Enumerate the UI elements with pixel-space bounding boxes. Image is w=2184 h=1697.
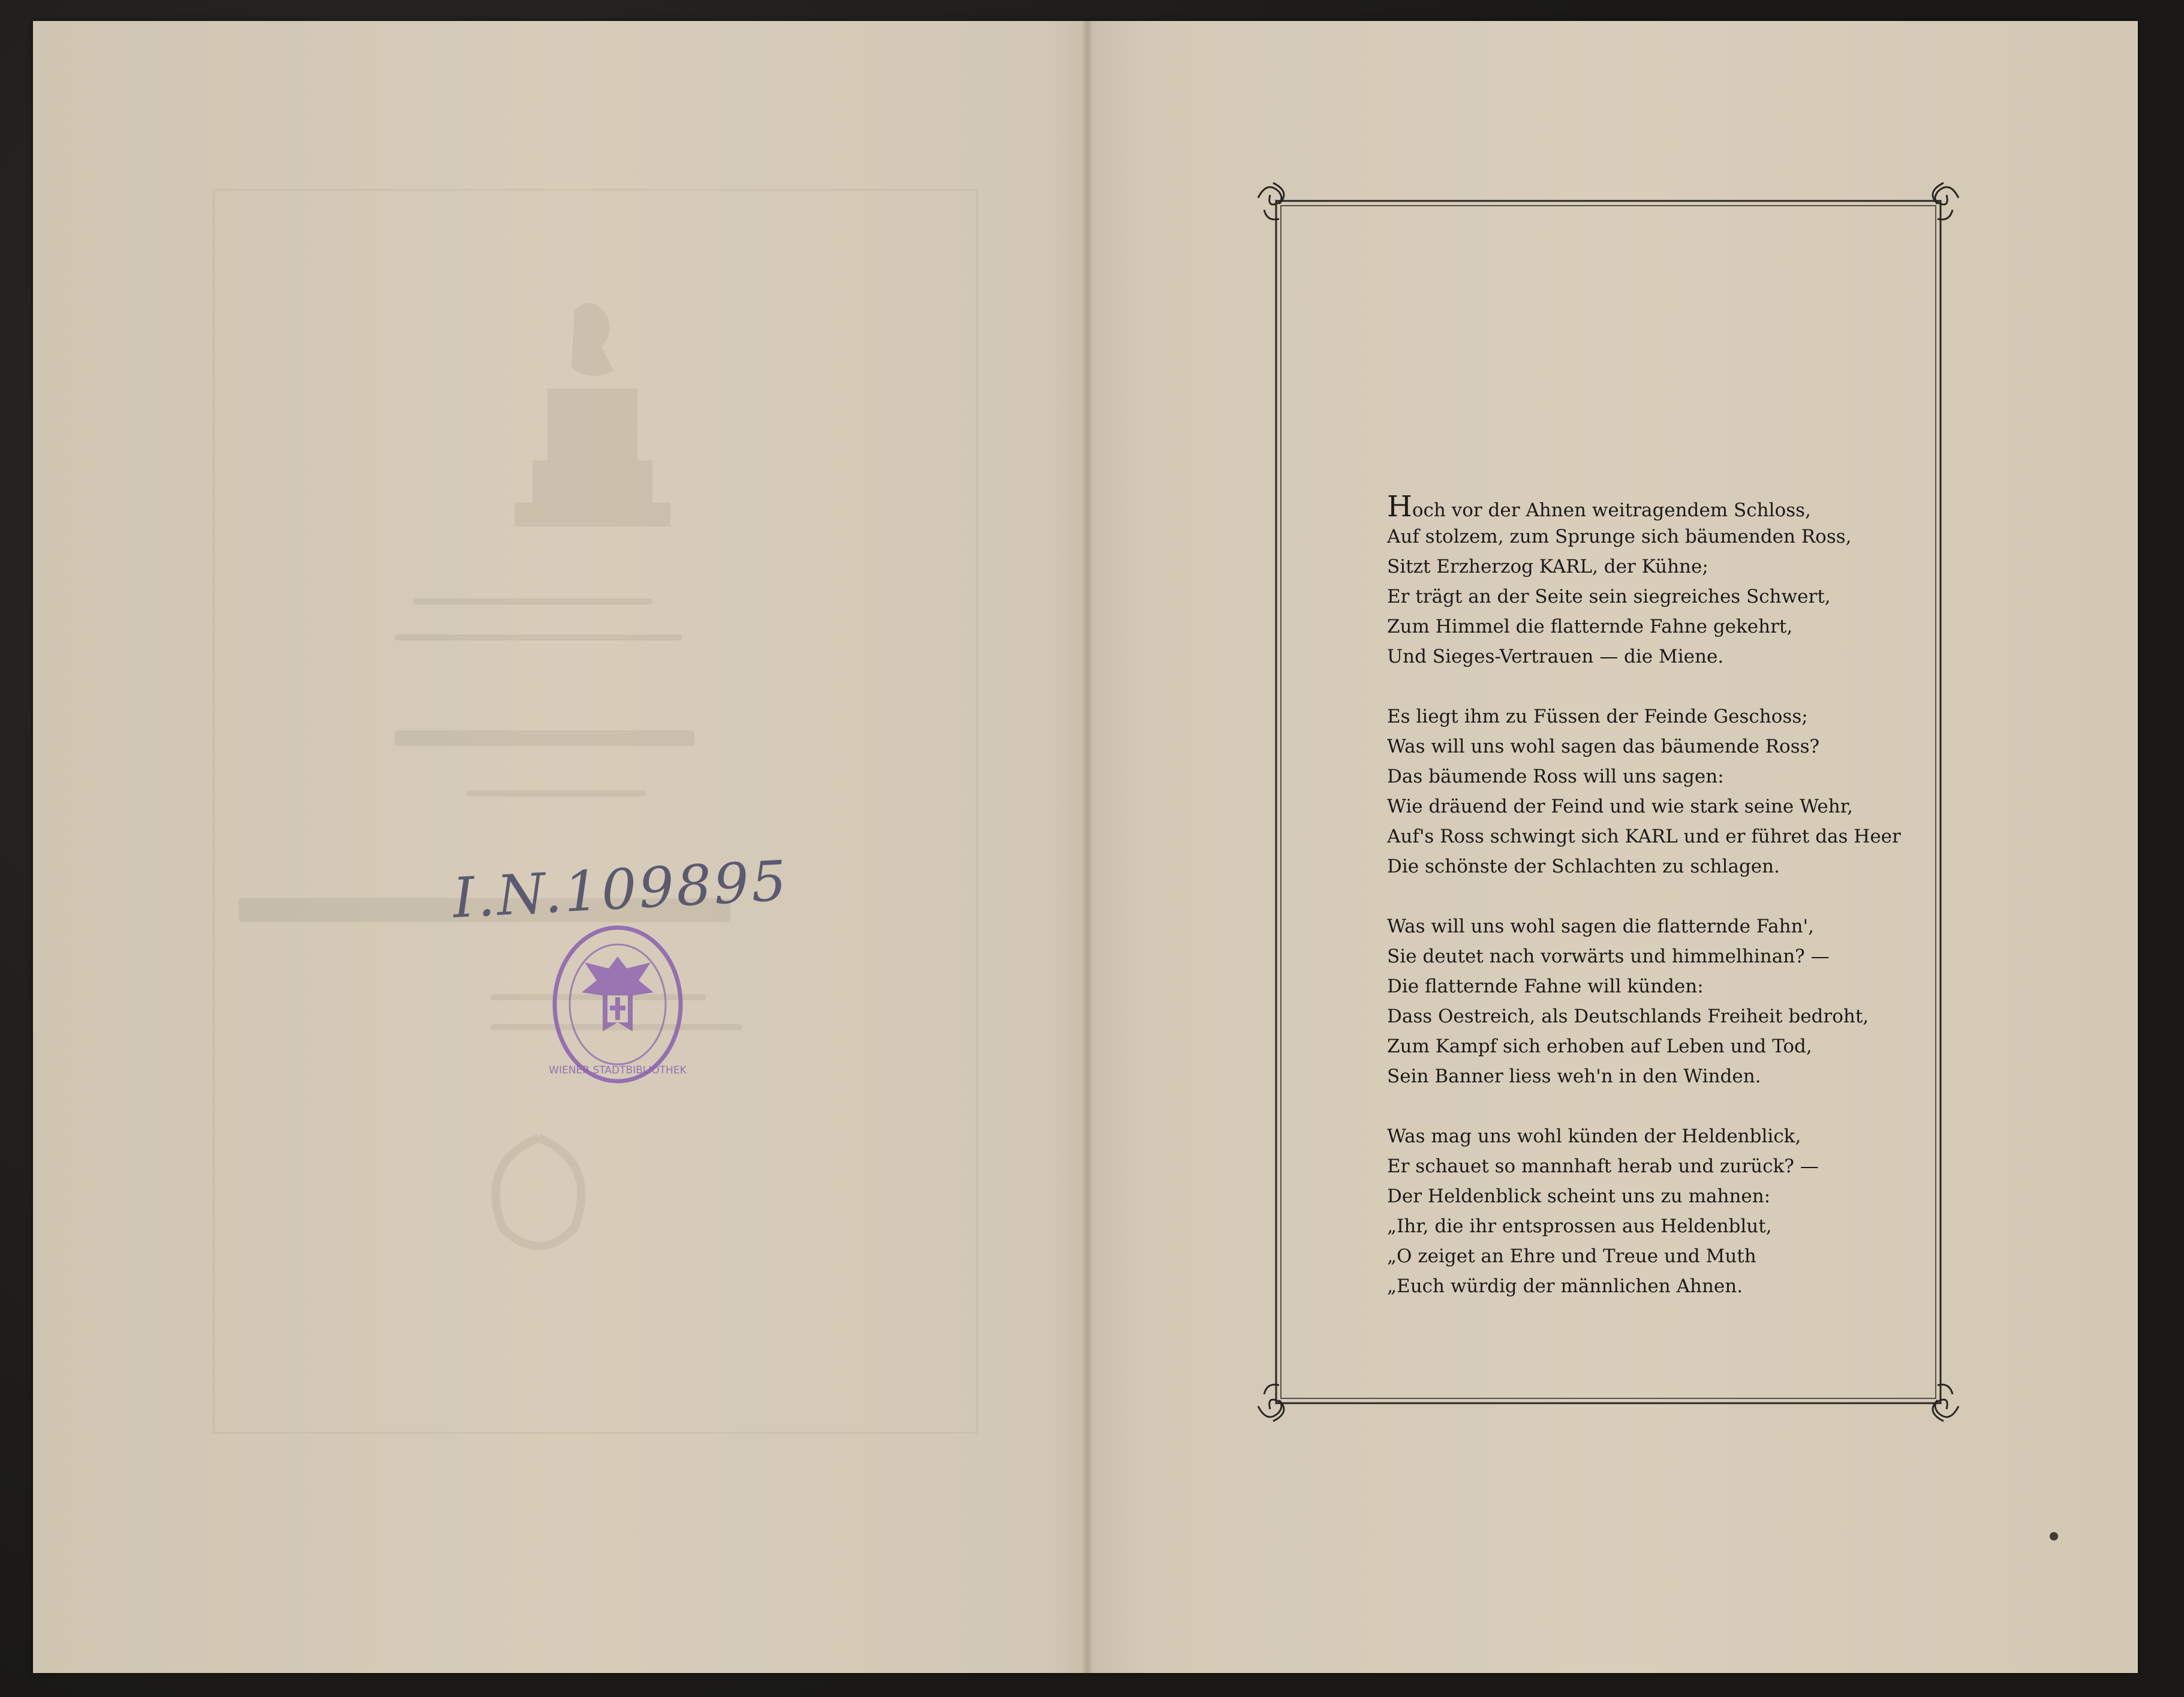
poem-line-text: Sitzt Erzherzog KARL, der Kühne; [1387, 556, 1708, 577]
poem-line [1387, 522, 2017, 552]
poem-line-text: och vor der Ahnen weitragendem Schloss, [1412, 500, 1811, 521]
poem-line [1387, 911, 2017, 941]
poem-line-text: Zum Kampf sich erhoben auf Leben und Tod, [1387, 1036, 1812, 1057]
document-sheet [33, 21, 2138, 1673]
stamp-text: WIENER STADTBIBLIOTHEK [549, 1064, 687, 1076]
poem-line [1387, 1031, 2017, 1061]
poem-line [1387, 552, 2017, 582]
corner-flourish-top-left [1258, 183, 1284, 219]
poem-line-text: Die schönste der Schlachten zu schlagen. [1387, 856, 1780, 877]
poem-line [1387, 1211, 2017, 1241]
right-page [1087, 21, 2138, 1673]
poem-line-text: Es liegt ihm zu Füssen der Feinde Geschoss; [1387, 706, 1808, 727]
poem-line-text: Das bäumende Ross will uns sagen: [1387, 766, 1724, 787]
poem-stanza [1387, 1121, 2017, 1301]
poem-line [1387, 1151, 2017, 1181]
poem-line [1387, 1271, 2017, 1301]
poem-line-text: „Ihr, die ihr entsprossen aus Heldenblut, [1387, 1215, 1772, 1237]
poem-line-text: Wie dräuend der Feind und wie stark seine Wehr, [1387, 796, 1853, 817]
bleed-through-frame [213, 189, 978, 1434]
poem-line-text: Sein Banner liess weh'n in den Winden. [1387, 1066, 1761, 1087]
poem-line-text: Auf's Ross schwingt sich KARL und er führet das Heer [1387, 826, 1901, 847]
poem-stanza [1387, 911, 2017, 1091]
poem-line [1387, 1001, 2017, 1031]
poem-line [1387, 851, 2017, 881]
poem-line-text: Was will uns wohl sagen die flatternde Fahn', [1387, 916, 1814, 937]
poem-stanza [1387, 492, 2017, 672]
poem-line [1387, 762, 2017, 792]
bleed-through-text-line [395, 634, 682, 640]
bleed-through-text-line [467, 790, 646, 796]
handwritten-shelfmark: I.N.109895 [451, 848, 790, 931]
poem-line [1387, 492, 2017, 522]
poem-line [1387, 1121, 2017, 1151]
poem [1387, 492, 2017, 1331]
corner-flourish-top-right [1933, 183, 1959, 219]
poem-line [1387, 822, 2017, 851]
poem-line [1387, 732, 2017, 762]
poem-line-text: „O zeiget an Ehre und Treue und Muth [1387, 1245, 1756, 1267]
poem-line-text: Er schauet so mannhaft herab und zurück? — [1387, 1156, 1819, 1177]
poem-line-text: Was mag uns wohl künden der Heldenblick, [1387, 1126, 1801, 1147]
poem-line-text: Zum Himmel die flatternde Fahne gekehrt, [1387, 616, 1793, 637]
poem-line [1387, 792, 2017, 822]
poem-line [1387, 941, 2017, 971]
poem-line [1387, 612, 2017, 642]
poem-line-text: Auf stolzem, zum Sprunge sich bäumenden Ross, [1387, 526, 1852, 547]
bleed-through-text-line [395, 730, 694, 746]
paper-spot [2050, 1532, 2058, 1540]
left-page [33, 21, 1087, 1673]
poem-line [1387, 971, 2017, 1001]
poem-line-text: Der Heldenblick scheint uns zu mahnen: [1387, 1186, 1771, 1207]
wiener-stadtbibliothek-stamp [549, 920, 687, 1088]
poem-line [1387, 642, 2017, 672]
poem-stanza [1387, 702, 2017, 881]
bleed-through-text-line [413, 598, 652, 604]
poem-line [1387, 1181, 2017, 1211]
poem-line-text: Die flatternde Fahne will künden: [1387, 976, 1704, 997]
poem-line-text: „Euch würdig der männlichen Ahnen. [1387, 1275, 1743, 1297]
poem-line-text: Sie deutet nach vorwärts und himmelhinan? — [1387, 946, 1830, 967]
poem-line [1387, 702, 2017, 732]
corner-flourish-bottom-right [1933, 1385, 1959, 1421]
poem-line-text: Was will uns wohl sagen das bäumende Ross? [1387, 736, 1820, 757]
poem-line [1387, 582, 2017, 612]
initial-capital: H [1387, 490, 1412, 523]
corner-flourish-bottom-left [1258, 1385, 1284, 1421]
poem-line-text: Und Sieges-Vertrauen — die Miene. [1387, 646, 1724, 667]
poem-line-text: Dass Oestreich, als Deutschlands Freiheit bedroht, [1387, 1006, 1869, 1027]
poem-line-text: Er trägt an der Seite sein siegreiches Schwert, [1387, 586, 1831, 607]
bleed-through-ornament [467, 1126, 610, 1264]
bleed-through-monument-illustration [491, 287, 688, 562]
poem-line [1387, 1241, 2017, 1271]
poem-line [1387, 1061, 2017, 1091]
